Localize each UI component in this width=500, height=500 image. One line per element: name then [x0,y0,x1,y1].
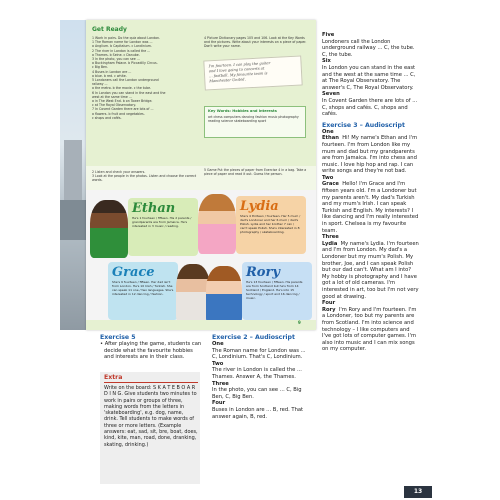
audio-text: In the photo, you can see ... C, Big Ben, C, Big Ben. [212,387,302,400]
background-photo-london [60,20,86,330]
quiz-line: railway ... [92,82,108,87]
speaker-line [322,241,420,300]
building-shape [60,200,86,240]
ethan-card [128,198,198,256]
instruction-line: 2 Listen and check your answers. [92,170,146,174]
audio-label: Seven [322,91,340,98]
extra-title: Extra [104,374,123,381]
lydia-card [236,196,306,254]
audio-label: Five [322,32,335,38]
lydia-name: Lydia [240,199,279,214]
speaker-text: I'm Rory and I'm fourteen. I'm a Londoner, too but my parents are from Scotland. I'm into science and technology – I like computers and I've got lots of computer games. I'm also into music and I can mix songs on my computer. [322,306,417,353]
audio-label: Six [322,58,331,65]
handwritten-note-card [203,55,302,90]
speaker-line [322,307,420,353]
speaker-name: Ethan [322,135,339,142]
quiz-line: c shops and cafés. [92,115,122,120]
exercise-2-audioscript [212,334,310,420]
exercise-3-title: Exercise 3 – Audioscript [322,121,405,129]
book-footer-bar [86,320,316,330]
audio-label: Four [212,400,226,407]
audio-label: Two [212,360,224,367]
note-line: I'm fourteen. I can play the guitar [208,61,271,69]
extra-text: Write on the board: S K A T E B O A R D I N G. Give students two minutes to work in pairs or groups of three, making words from the letters in 'skateboarding', e.g. dog, name, drink. Tell students to make words of three or more letters. (Example answers: eat, sad, sit, bre, boat, does, kind, kite, man, road, done, dranking, skating, drinking.) [104,385,198,448]
quiz-line: a blue. b red. c white. [92,73,127,78]
exercise-4-intro: 4 Picture Dictionary pages 105 and 106. Look at the Key Words and the pictures. Write about your interests on a piece of paper. Don't write your name. [204,36,307,49]
note-line: and I love going to concerts at [208,66,265,74]
lydia-text: She's 4 thirteen / fourteen. Her 5 mum / dad's Londoner and her 6 mum / dad's Polish. Lydia and her brother 7 can / can't speak Polish. She's interested in 8 photography / skateboarding. [240,214,301,234]
grace-text: She's 9 fourteen / fifteen. Her dad isn't from London. He's 10 Irish / Turkish. She can speak 11 one / two languages. She's interested in 12 dancing / fashion. [112,280,174,296]
audio-label: Four [322,300,336,307]
building-shape [64,140,82,200]
quiz-line: a Anglium. b Capitalum. c Londinium. [92,44,152,49]
grace-photo [176,264,210,322]
quiz-line: 5 Londoners call the London underground [92,78,159,83]
exercise-5-text: • After playing the game, students can decide what the favourite hobbies and interests are in their class. [100,341,202,361]
exercise-5-notes [100,334,204,361]
quiz-line: 6 In London you can stand in the east and the [92,90,166,95]
rory-photo [206,266,242,324]
key-words-title: Key Words: Hobbies and interests [208,109,277,113]
right-column [322,32,420,353]
audio-text: In Covent Garden there are lots of ... C, shops and cafés. C, shops and cafés. [322,97,418,118]
speaker-name: Rory [322,306,336,313]
speaker-line [322,135,420,175]
quiz-line: 1 Work in pairs. Do the quiz about London. [92,36,161,40]
quiz-line: west at the same time ... [92,94,132,99]
audio-text: In London you can stand in the east and the west at the same time ... C, at The Royal Observatory. The answer's C, The Royal Observatory. [322,64,416,91]
quiz-line: 7 In Covent Garden there are lots of ... [92,107,154,112]
extra-content [104,374,198,448]
grace-card [108,262,178,320]
audio-label: One [212,341,224,347]
quiz-line: a flowers. b fruit and vegetables. [92,111,145,116]
speaker-text: Hi! My name's Ethan and I'm fourteen. I'm from London like my mum and dad but my grandparents are from Jamaica. I'm into chess and music. I love hip hop and rap. I can write songs and they're not bad. [322,135,418,175]
speaker-name: Lydia [322,240,338,247]
rory-card [242,262,312,320]
speaker-name: Grace [322,181,339,188]
exercise-2-title: Exercise 2 – Audioscript [212,334,295,341]
grace-name: Grace [112,265,155,280]
instruction-line: 3 Look at the people in the photos. Listen and choose the correct words. [92,174,197,183]
book-page-number: 9 [298,320,301,325]
rory-name: Rory [246,265,280,280]
key-words-list: art chess computers dancing fashion music photography reading science skateboarding sport [208,115,299,124]
page-number-badge: 13 [404,486,432,498]
quiz-line: 4 Buses in London are ... [92,69,132,74]
audio-text: Londoners call the London underground railway ... C, the tube. C, the tube. [322,38,415,58]
rory-text: He's 13 fourteen / fifteen. His parents are from Scotland but he's from 14 Scotland / England. He's into 15 technology / sport and 16 dancing / music. [246,280,303,300]
audio-label: Three [212,380,229,387]
exercise-5-instruction: 5 Game Put the pieces of paper from Exercise 4 in a bag. Take a piece of paper and read it out. Guess the person. [204,168,307,177]
quiz-line: a Thames. b Seine. c Danube. [92,52,140,57]
quiz-line: a the metro. b the movie. c the tube. [92,86,152,91]
quiz-line: a in The West End. b on Tower Bridge. [92,99,153,104]
section-title: Get Ready [92,26,127,33]
quiz-line: c at The Royal Observatory. [92,103,136,108]
photo-section [86,190,316,330]
quiz-line: a Buckingham Palace. b Piccadilly Circus. [92,61,158,66]
audio-text: The river in London is called the ... Thames. Answer A, the Thames. [212,367,302,380]
audio-label: Two [322,174,334,181]
key-words-box [204,106,306,138]
divider [104,382,198,383]
ethan-name: Ethan [132,201,176,216]
speaker-text: My name's Lydia. I'm fourteen and I'm from London. My dad's a Londoner but my mum's Polish. My brother, Joe, and I can speak Polish but our dad can't. What am I into? My hobby is photography and I have got a lot of old cameras. I'm interested in art, too but I'm not very good at drawing. [322,240,419,300]
speaker-text: Hello! I'm Grace and I'm fifteen years old. I'm a Londoner but my parents aren't. My dad's Turkish and my mum's Irish. I can speak Turkish and English. My interests? I like dancing and I'm really interested in sport. Chelsea is my favourite team. [322,181,419,234]
quiz-list [92,36,196,120]
speaker-line [322,181,420,234]
audio-label: Three [322,234,339,241]
exercise-2-3-instructions [92,170,198,183]
quiz-line: 3 In the photo, you can see ... [92,57,140,62]
exercise-5-body: After playing the game, students can decide what the favourite hobbies and interests are in their class. [104,341,202,361]
ethan-photo [90,200,128,258]
note-line: ... football. My favourite team is [209,71,268,79]
ethan-text: He's 1 fourteen / fifteen. His 2 parents / grandparents are from Jamaica. He's interested in 3 music / reading. [132,216,192,228]
audio-label: One [322,128,334,135]
quiz-line: c Big Ben. [92,65,109,70]
lydia-photo [198,194,236,254]
exercise-5-title: Exercise 5 [100,334,136,341]
audio-text: Buses in London are ... B, red. That answer again, B, red. [212,406,304,420]
audio-text: The Roman name for London was ... C, Londinium. That's C, Londinium. [212,347,306,361]
note-line: Manchester United. [209,77,246,84]
student-book-page [86,20,316,330]
quiz-line: 2 The river in London is called the ... [92,48,151,53]
quiz-line: 1 The Roman name for London was ... [92,40,153,45]
